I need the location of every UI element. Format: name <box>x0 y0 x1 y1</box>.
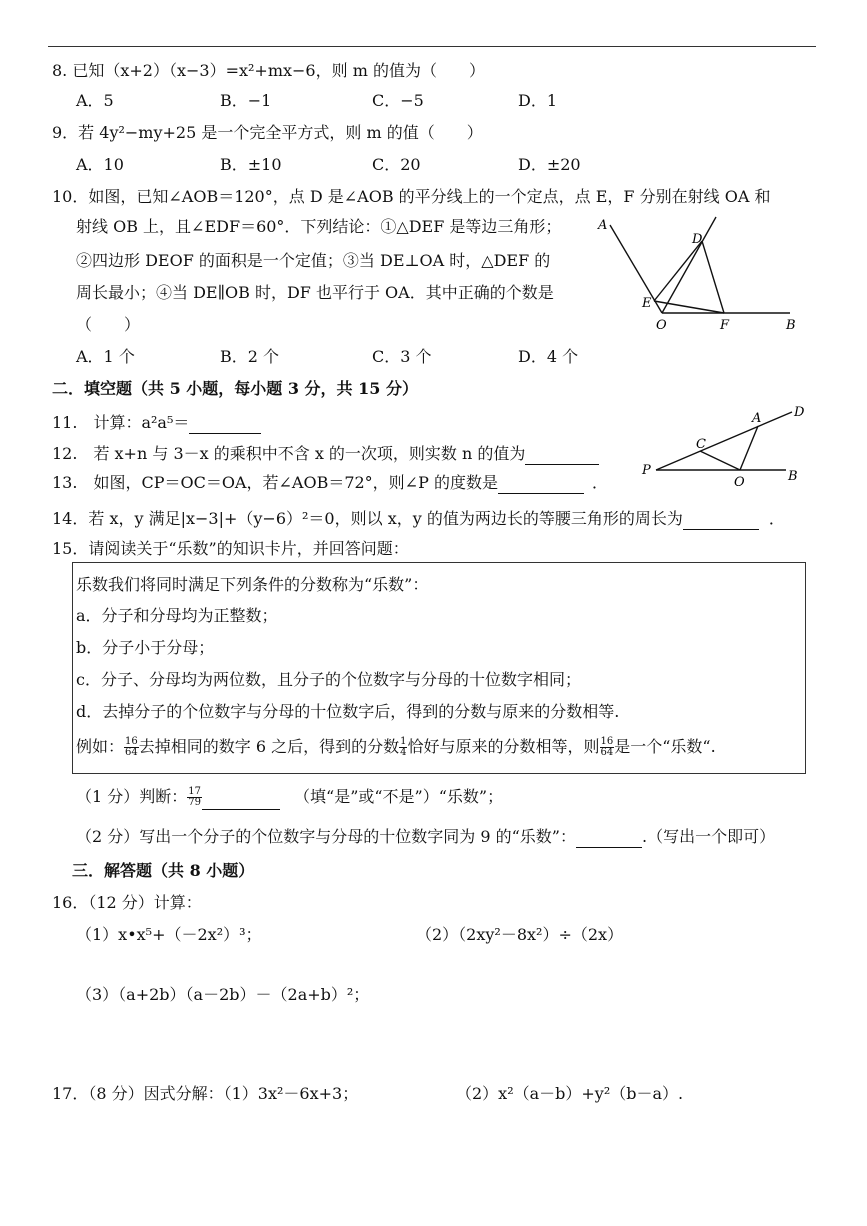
q13 <box>52 472 608 494</box>
q14-text: 14．若 x，y 满足|x−3|+（y−6）²＝0，则以 x，y 的值为两边长的等腰三角形的周长为 <box>52 509 683 528</box>
q15-part2-blank[interactable] <box>576 829 642 848</box>
q8-option-a: A．5 <box>76 91 114 110</box>
frac-denominator: 64 <box>600 747 614 758</box>
q16-part3: （3）（a+2b）（a－2b）－（2a+b）²； <box>76 985 370 1004</box>
card-line1: 乐数我们将同时满足下列条件的分数称为“乐数”： <box>76 575 429 594</box>
segment-de <box>654 241 702 301</box>
q15-intro: 15．请阅读关于“乐数”的知识卡片，并回答问题： <box>52 539 409 558</box>
label-d: D <box>794 405 805 420</box>
label-a: A <box>752 411 762 426</box>
q16-part1: （1）x•x⁵+（－2x²）³； <box>76 925 262 944</box>
frac-numerator: 17 <box>188 786 202 797</box>
part1-fraction-17-79 <box>187 787 202 808</box>
card-example <box>76 734 716 760</box>
q14 <box>52 508 785 530</box>
part2-post: .（写出一个即可） <box>641 827 776 846</box>
q8-stem: 8. 已知（x+2）（x−3）=x²+mx−6，则 m 的值为（ ） <box>52 61 485 80</box>
label-e: E <box>642 296 652 311</box>
q15-part2 <box>76 826 775 848</box>
q10-line4: 周长最小；④当 DE∥OB 时，DF 也平行于 OA．其中正确的个数是 <box>76 283 554 302</box>
q10-line5: （ ） <box>76 315 141 334</box>
q11-text: 11. 计算：a²a⁵＝ <box>52 413 190 432</box>
q13-end: ． <box>591 473 608 492</box>
example-mid2: 恰好与原来的分数相等，则 <box>407 737 600 756</box>
bisector-od <box>662 217 716 313</box>
label-a: A <box>598 218 608 233</box>
q9-stem: 9．若 4y²−my+25 是一个完全平方式，则 m 的值（ ） <box>52 123 483 142</box>
q12-text: 12. 若 x+n 与 3－x 的乘积中不含 x 的一次项，则实数 n 的值为 <box>52 444 526 463</box>
q10-option-a: A．1 个 <box>76 347 135 366</box>
section2-title: 二．填空题（共 5 小题，每小题 3 分，共 15 分） <box>52 379 418 398</box>
frac-numerator: 1 <box>400 736 407 747</box>
q14-answer-blank[interactable] <box>683 511 759 530</box>
card-condition-a: a．分子和分母均为正整数； <box>76 606 278 625</box>
part2-pre: （2 分）写出一个分子的个位数字与分母的十位数字同为 9 的“乐数”： <box>76 827 576 846</box>
q13-text: 13. 如图，CP＝OC＝OA，若∠AOB＝72°，则∠P 的度数是 <box>52 473 498 492</box>
example-mid: 去掉相同的数字 6 之后，得到的分数 <box>138 737 400 756</box>
frac-numerator: 16 <box>600 736 614 747</box>
ray-pd <box>656 412 792 470</box>
label-c: C <box>696 437 706 452</box>
q9-option-b: B．±10 <box>220 155 282 174</box>
q8-option-d: D．1 <box>518 91 558 110</box>
frac-denominator: 79 <box>188 797 202 808</box>
q8-option-c: C．−5 <box>372 91 424 110</box>
label-p: P <box>642 463 651 478</box>
segment-ef <box>654 301 724 313</box>
q12 <box>52 443 599 465</box>
q12-answer-blank[interactable] <box>525 446 599 465</box>
q9-option-c: C．20 <box>372 155 421 174</box>
card-condition-c: c．分子、分母均为两位数，且分子的个位数字与分母的十位数字相同； <box>76 670 581 689</box>
q16-part2: （2）（2xy²－8x²）÷（2x） <box>416 925 624 944</box>
label-o: O <box>656 318 667 333</box>
q10-line3: ②四边形 DEOF 的面积是一个定值；③当 DE⊥OA 时，△DEF 的 <box>76 251 551 270</box>
card-condition-b: b．分子小于分母； <box>76 638 215 657</box>
example-fraction-16-64-again <box>600 737 615 758</box>
q13-answer-blank[interactable] <box>498 475 584 494</box>
label-b: B <box>786 318 796 333</box>
q8-option-b: B．−1 <box>220 91 272 110</box>
q17-stem: 17．（8 分）因式分解：（1）3x²－6x+3； <box>52 1084 359 1103</box>
section3-title: 三．解答题（共 8 小题） <box>72 861 255 880</box>
q13-figure <box>636 400 816 495</box>
card-condition-d: d．去掉分子的个位数字与分母的十位数字后，得到的分数与原来的分数相等. <box>76 702 620 721</box>
frac-denominator: 4 <box>400 747 407 758</box>
example-end: 是一个“乐数“. <box>614 737 716 756</box>
label-d: D <box>692 232 703 247</box>
q9-option-d: D．±20 <box>518 155 581 174</box>
q16-stem: 16．（12 分）计算： <box>52 893 202 912</box>
part1-pre: （1 分）判断： <box>76 787 188 806</box>
q15-part1 <box>76 784 503 810</box>
q15-part1-blank[interactable] <box>202 791 280 810</box>
top-rule <box>48 46 816 47</box>
segment-df <box>702 241 724 313</box>
example-fraction-16-64 <box>124 737 139 758</box>
q9-option-a: A．10 <box>76 155 124 174</box>
frac-denominator: 64 <box>125 747 138 758</box>
q14-end: ． <box>768 509 785 528</box>
frac-numerator: 16 <box>125 736 138 747</box>
label-f: F <box>720 318 730 333</box>
q10-option-d: D．4 个 <box>518 347 579 366</box>
q10-line2: 射线 OB 上，且∠EDF＝60°．下列结论：①△DEF 是等边三角形； <box>76 217 562 236</box>
q10-option-b: B．2 个 <box>220 347 280 366</box>
part1-post: （填“是”或“不是”）“乐数”； <box>294 787 504 806</box>
example-pre: 例如： <box>76 737 125 756</box>
label-b: B <box>788 469 798 484</box>
q10-option-c: C．3 个 <box>372 347 432 366</box>
label-o: O <box>734 475 745 490</box>
segment-oc <box>700 451 740 470</box>
q11-answer-blank[interactable] <box>189 415 261 434</box>
q11 <box>52 412 261 434</box>
q10-line1: 10．如图，已知∠AOB＝120°，点 D 是∠AOB 的平分线上的一个定点，点 E，F 分别在射线 OA 和 <box>52 187 771 206</box>
q10-figure <box>590 205 810 335</box>
q17-part2: （2）x²（a－b）+y²（b－a）. <box>456 1084 684 1103</box>
